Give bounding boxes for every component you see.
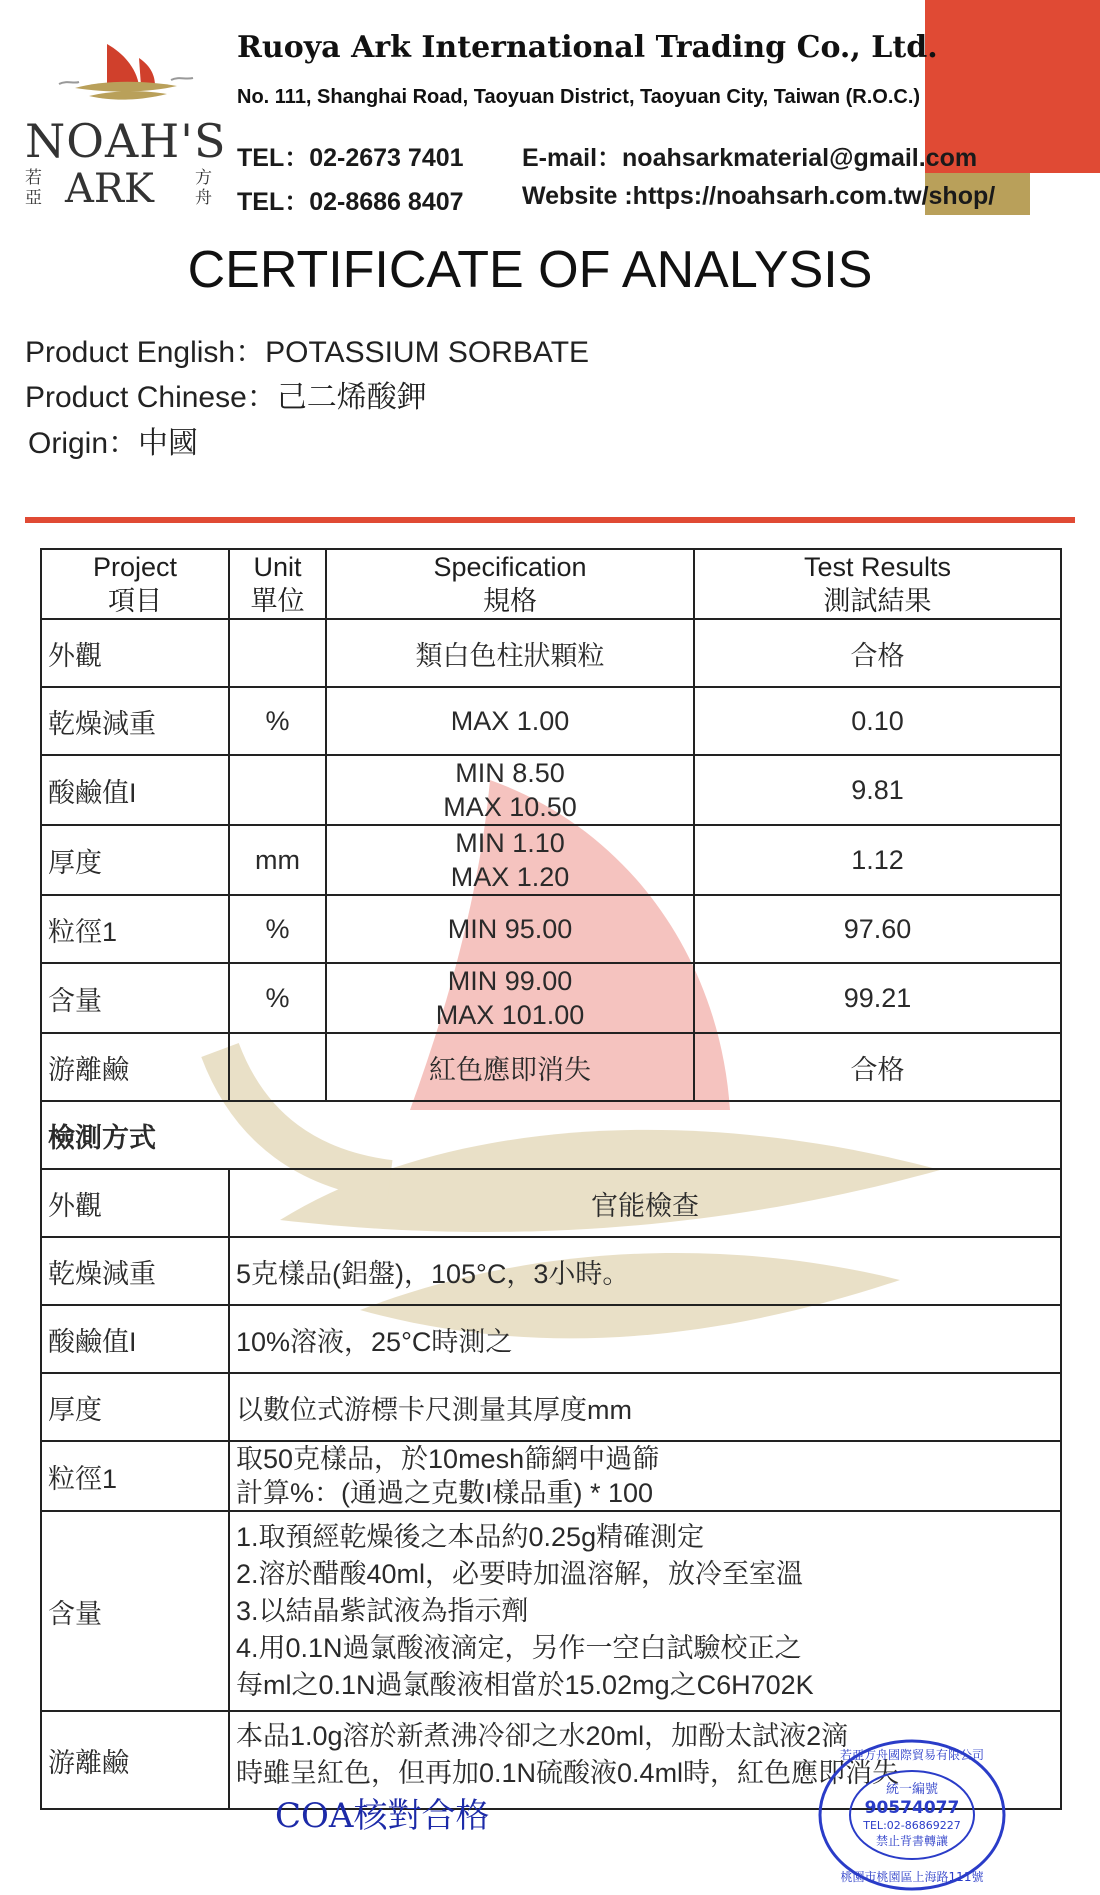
col-header-unit-en: Unit [253,552,302,582]
row-spec [326,755,694,825]
row-result: 合格 [694,619,1061,687]
company-address: No. 111, Shanghai Road, Taoyuan District, Taoyuan City, Taiwan (R.O.C.) [237,86,921,108]
document-title: CERTIFICATE OF ANALYSIS [187,241,873,299]
col-header-project-en: Project [92,552,178,582]
method-line: 以數位式游標卡尺測量其厚度mm [236,1394,632,1425]
table-row [41,963,1061,1033]
col-header-unit [229,549,326,619]
method-line: 官能檢查 [591,1190,699,1221]
telephone-1: TEL：02-2673 7401 [237,144,464,172]
method-project: 外觀 [41,1169,229,1237]
col-header-result-zh: 測試結果 [823,586,932,616]
logo-cjk-right: 方舟 [195,168,212,208]
method-row [41,1169,1061,1237]
method-line: 5克樣品(鋁盤)，105°C，3小時。 [236,1258,630,1289]
row-spec [326,619,694,687]
row-spec [326,687,694,755]
row-project: 外觀 [41,619,229,687]
spec-line: MIN 1.10 [455,828,565,858]
spec-line: MAX 10.50 [443,792,577,822]
website-contact: Website :https://noahsarh.com.tw/shop/ [522,182,996,210]
method-line: 4.用0.1N過氯酸液滴定，另作一空白試驗校正之 [236,1632,802,1663]
method-description [229,1237,1061,1305]
method-row [41,1305,1061,1373]
row-unit [229,1033,326,1101]
method-project: 游離鹼 [41,1711,229,1809]
col-header-spec-en: Specification [433,552,587,582]
table-row [41,619,1061,687]
row-spec [326,1033,694,1101]
row-unit: % [229,895,326,963]
product-english: Product English：POTASSIUM SORBATE [25,336,590,369]
company-name: Ruoya Ark International Trading Co., Ltd. [237,30,938,65]
method-project: 乾燥減重 [41,1237,229,1305]
header-divider [25,517,1075,523]
logo-noahs-text: NOAH'S [25,114,227,168]
spec-line: 類白色柱狀顆粒 [415,640,605,671]
product-chinese: Product Chinese：己二烯酸鉀 [25,381,427,414]
row-project: 游離鹼 [41,1033,229,1101]
method-project: 含量 [41,1511,229,1711]
seal-line-4: TEL:02-86869227 [863,1819,961,1832]
method-line: 10%溶液，25°C時測之 [236,1326,513,1357]
spec-line: MAX 1.00 [450,705,570,736]
telephone-2: TEL：02-8686 8407 [237,188,464,216]
method-line: 時雖呈紅色，但再加0.1N硫酸液0.4ml時，紅色應即消失 [236,1758,900,1788]
spec-line: MIN 99.00 [447,966,573,996]
method-line: 1.取預經乾燥後之本品約0.25g精確測定 [236,1521,705,1552]
row-result: 9.81 [694,755,1061,825]
method-line: 每ml之0.1N過氯酸液相當於15.02mg之C6H702K [236,1669,814,1700]
col-header-project [41,549,229,619]
row-result: 合格 [694,1033,1061,1101]
row-project: 含量 [41,963,229,1033]
seal-line-1: 若亞方舟國際貿易有限公司 [839,1748,985,1762]
row-project: 粒徑1 [41,895,229,963]
table-row [41,825,1061,895]
row-unit: % [229,687,326,755]
method-line: 取50克樣品，於10mesh篩網中過篩 [236,1444,660,1474]
col-header-spec-zh: 規格 [483,586,537,616]
spec-line: MIN 95.00 [447,913,573,944]
method-project: 厚度 [41,1373,229,1441]
logo-cjk-left: 若亞 [25,168,42,208]
method-project: 粒徑1 [41,1441,229,1511]
method-row [41,1373,1061,1441]
col-header-result-en: Test Results [803,552,952,582]
method-description [229,1305,1061,1373]
method-row [41,1441,1061,1511]
product-origin: Origin：中國 [28,427,199,460]
company-logo [25,40,225,215]
method-description [229,1511,1061,1711]
method-project: 酸鹼值I [41,1305,229,1373]
email-contact: E-mail：noahsarkmaterial@gmail.com [522,144,978,172]
method-heading: 檢測方式 [41,1101,1061,1169]
table-row [41,687,1061,755]
method-line: 本品1.0g溶於新煮沸冷卻之水20ml，加酚太試液2滴 [236,1721,849,1751]
method-line: 2.溶於醋酸40ml，必要時加溫溶解，放冷至室溫 [236,1558,804,1589]
seal-line-2: 統一編號 [885,1782,939,1797]
spec-line: MAX 101.00 [435,1000,585,1030]
method-row [41,1511,1061,1711]
method-row [41,1237,1061,1305]
method-description [229,1441,1061,1511]
method-line: 3.以結晶紫試液為指示劑 [236,1595,529,1626]
spec-line: MAX 1.20 [450,862,570,892]
row-spec [326,825,694,895]
table-row [41,755,1061,825]
analysis-table [40,548,1062,1810]
seal-line-6: 桃園市桃園區上海路111號 [840,1870,984,1884]
company-seal-icon [815,1735,1010,1895]
table-row [41,895,1061,963]
row-result: 0.10 [694,687,1061,755]
method-description [229,1169,1061,1237]
table-row [41,1033,1061,1101]
ship-logo-icon [55,40,195,108]
method-line: 計算%：(通過之克數I樣品重) * 100 [236,1478,654,1508]
row-project: 酸鹼值I [41,755,229,825]
col-header-spec [326,549,694,619]
row-project: 乾燥減重 [41,687,229,755]
row-unit [229,755,326,825]
row-unit [229,619,326,687]
coa-approval-stamp: COA核對合格 [275,1796,490,1836]
seal-line-3: 90574077 [864,1798,960,1818]
col-header-project-zh: 項目 [108,586,162,616]
spec-line: MIN 8.50 [455,758,565,788]
method-heading-row [41,1101,1061,1169]
spec-line: 紅色應即消失 [429,1054,591,1085]
method-description [229,1373,1061,1441]
row-project: 厚度 [41,825,229,895]
row-result: 97.60 [694,895,1061,963]
row-result: 1.12 [694,825,1061,895]
table-header-row [41,549,1061,619]
row-spec [326,963,694,1033]
row-result: 99.21 [694,963,1061,1033]
row-spec [326,895,694,963]
logo-ark-text: ARK [65,166,154,212]
col-header-unit-zh: 單位 [250,586,305,616]
col-header-result [694,549,1061,619]
row-unit: mm [229,825,326,895]
seal-line-5: 禁止背書轉讓 [875,1834,949,1848]
row-unit: % [229,963,326,1033]
